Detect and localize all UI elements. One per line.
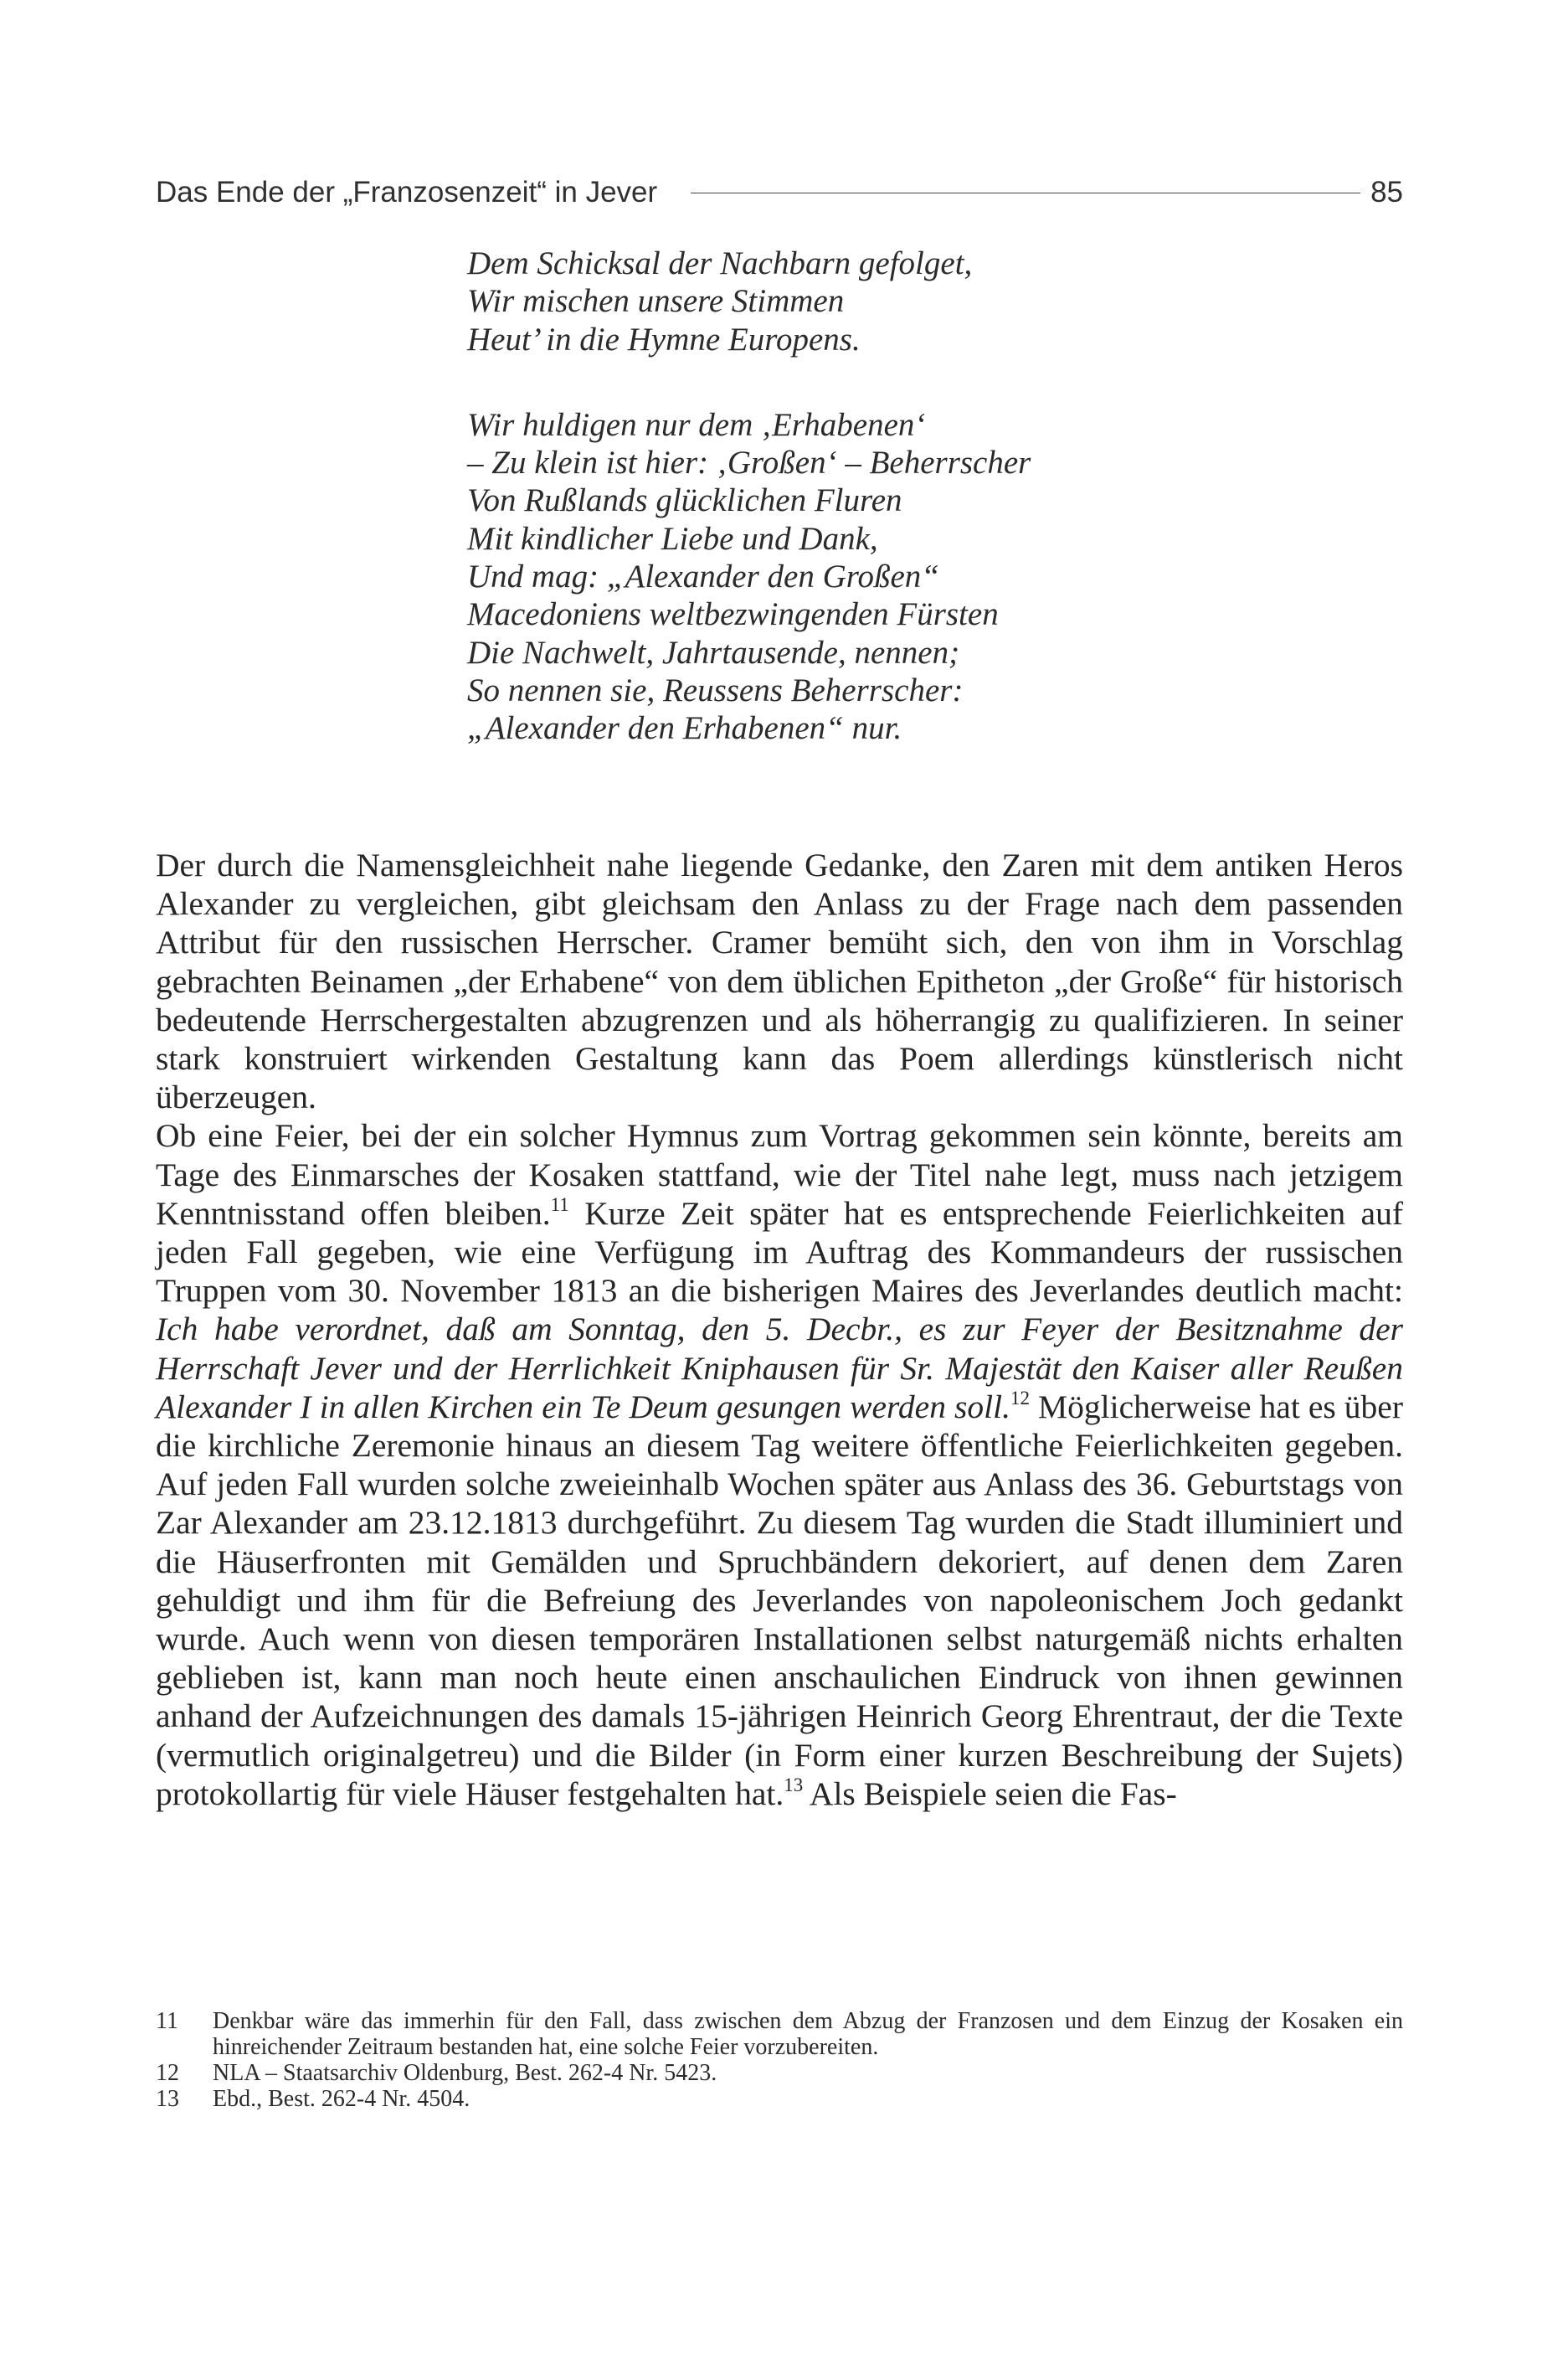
poem-line: So nennen sie, Reussens Beherrscher:: [467, 672, 964, 708]
paragraph: [156, 1116, 1403, 1813]
paragraph-text: Als Beispiele seien die Fas-: [803, 1774, 1177, 1812]
paragraph-text: Möglicherweise hat es über die kirchliche Zeremonie hinaus an diesem Tag weitere öffentliche Feierlichkeiten gegeben. Auf jeden Fall wurden solche zweieinhalb Wochen später aus Anlass des 36. Geburtstags von Zar Alexander am 23.12.1813 durchgeführt. Zu diesem Tag wurden die Stadt illuminiert und die Häuserfronten mit Gemälden und Spruchbändern dekoriert, auf denen dem Zaren gehuldigt und ihm für die Befreiung des Jeverlandes von napoleonischem Joch gedankt wurde. Auch wenn von diesen temporären Installationen selbst naturgemäß nichts erhalten geblieben ist, kann man noch heute einen anschaulichen Eindruck von ihnen gewinnen anhand der Aufzeichnungen des damals 15-jährigen Heinrich Georg Ehrentraut, der die Texte (vermutlich originalgetreu) und die Bilder (in Form einer kurzen Beschreibung der Sujets) protokollartig für viele Häuser festgehalten hat.: [156, 1388, 1403, 1812]
footnote-text: NLA – Staatsarchiv Oldenburg, Best. 262-4 Nr. 5423.: [213, 2060, 717, 2086]
paragraph-text: Ob eine Feier, bei der ein solcher Hymnus zum Vortrag gekommen sein könnte, bereits am Tage des Einmarsches der Kosaken stattfand, wie der Titel nahe legt, muss nach jetzigem Kenntnisstand offen bleiben.: [156, 1117, 1403, 1232]
poem-excerpt: [467, 245, 1031, 748]
running-header: [156, 172, 1403, 214]
paragraph-text: Kurze Zeit später hat es entsprechende Feierlichkeiten auf jeden Fall gegeben, wie eine Verfügung im Auftrag des Kommandeurs der russischen Truppen vom 30. November 1813 an die bisherigen Maires des Jeverlandes deutlich macht:: [156, 1194, 1403, 1310]
poem-line: Mit kindlicher Liebe und Dank,: [467, 520, 878, 557]
footnote-number: 12: [156, 2060, 179, 2086]
poem-stanza: [467, 406, 1031, 748]
footnotes: [156, 2008, 1403, 2112]
footnote-text: Ebd., Best. 262-4 Nr. 4504.: [213, 2086, 470, 2112]
poem-line: Dem Schicksal der Nachbarn gefolget,: [467, 245, 973, 281]
poem-line: Heut’ in die Hymne Europens.: [467, 321, 861, 358]
running-title: Das Ende der „Franzosenzeit“ in Jever: [156, 176, 658, 209]
footnote-ref-13[interactable]: 13: [784, 1774, 804, 1795]
footnote-12: [156, 2060, 1403, 2086]
poem-line: Und mag: „Alexander den Großen“: [467, 559, 939, 595]
poem-line: Macedoniens weltbezwingenden Fürsten: [467, 596, 999, 633]
footnote-number: 11: [156, 2008, 178, 2034]
footnote-ref-11[interactable]: 11: [550, 1193, 569, 1215]
poem-line: „Alexander den Erhabenen“ nur.: [467, 710, 902, 747]
paragraph: Der durch die Namensgleichheit nahe liegende Gedanke, den Zaren mit dem antiken Heros Alexander zu vergleichen, gibt gleichsam den Anlass zu der Frage nach dem passenden Attribut für den russischen Herrscher. Cramer bemüht sich, den von ihm in Vorschlag gebrachten Beinamen „der Erhabene“ von dem üblichen Epitheton „der Große“ für historisch bedeutende Herrschergestalten abzugrenzen und als höherrangig zu qualifizieren. In seiner stark konstruiert wirkenden Gestaltung kann das Poem allerdings künstlerisch nicht überzeugen.: [156, 847, 1403, 1116]
footnote-11: [156, 2008, 1403, 2060]
archival-quotation: Ich habe verordnet, daß am Sonntag, den 5. Decbr., es zur Feyer der Besitznahme der Herrschaft Jever und der Herrlichkeit Kniphausen für Sr. Majestät den Kaiser aller Reußen Alexander I in allen Kirchen ein Te Deum gesungen werden soll.: [156, 1311, 1403, 1425]
footnote-number: 13: [156, 2086, 179, 2112]
poem-line: Die Nachwelt, Jahrtausende, nennen;: [467, 634, 960, 671]
poem-stanza: [467, 245, 1031, 358]
footnote-13: [156, 2086, 1403, 2112]
poem-line: Wir mischen unsere Stimmen: [467, 283, 845, 320]
body-text: [156, 846, 1403, 1813]
poem-line: Von Rußlands glücklichen Fluren: [467, 482, 902, 519]
poem-line: – Zu klein ist hier: ‚Großen‘ – Beherrscher: [467, 445, 1031, 482]
footnote-text: Denkbar wäre das immerhin für den Fall, dass zwischen dem Abzug der Franzosen und dem Einzug der Kosaken ein hinreichender Zeitraum bestanden hat, eine solche Feier vorzubereiten.: [213, 2008, 1403, 2060]
footnote-ref-12[interactable]: 12: [1010, 1387, 1030, 1409]
page-number: 85: [1370, 176, 1403, 209]
poem-line: Wir huldigen nur dem ‚Erhabenen‘: [467, 406, 926, 443]
